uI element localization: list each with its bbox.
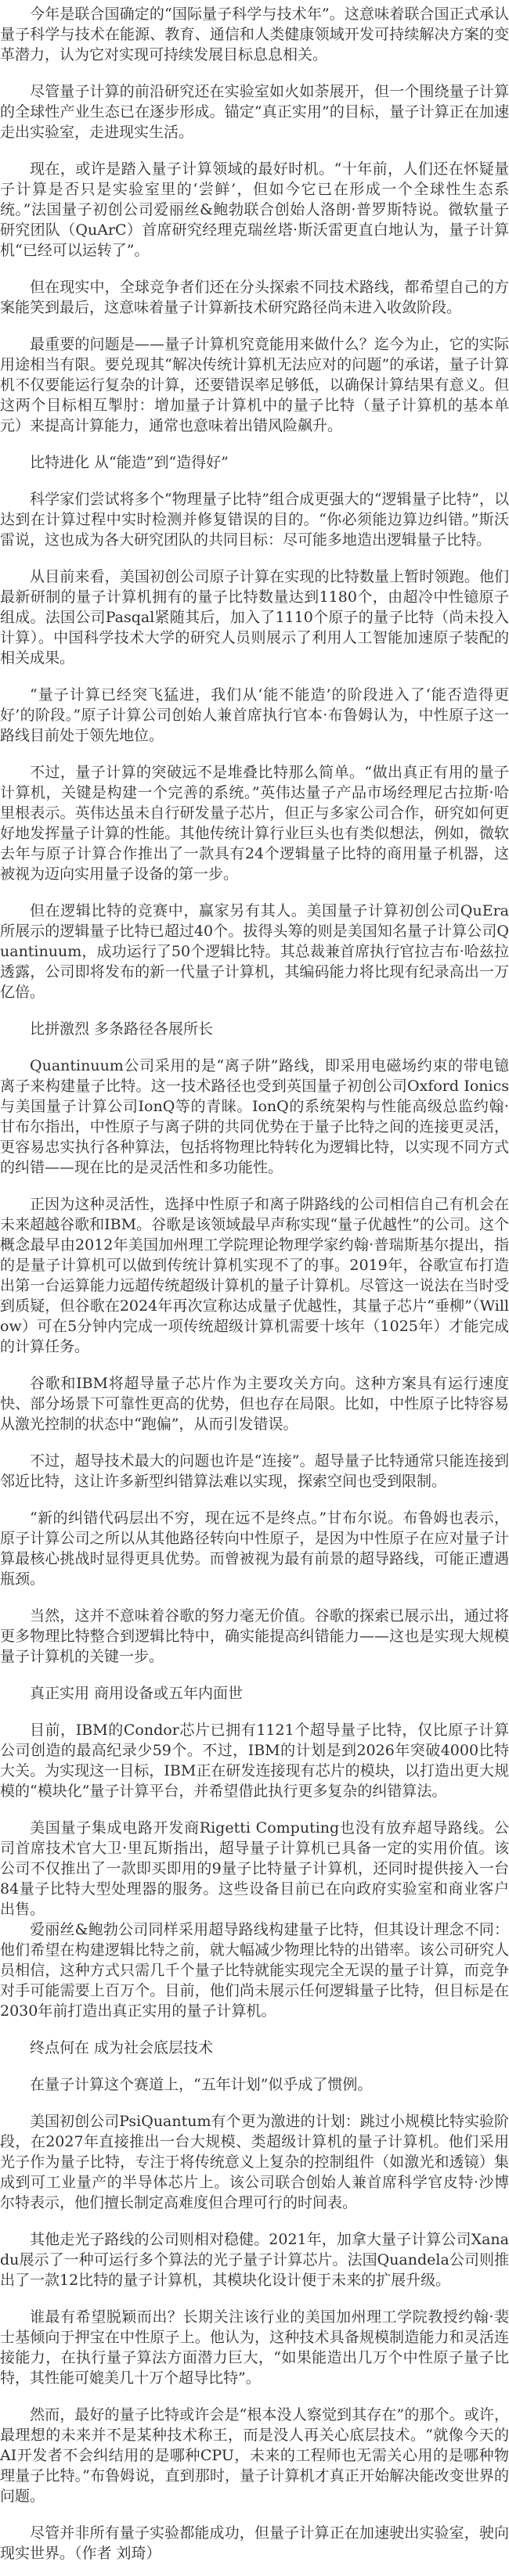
section-heading: 终点何在 成为社会底层技术 [30,2039,214,2056]
paragraph: 不过，量子计算的突破远不是堆叠比特那么简单。“做出真正有用的量子计算机，关键是构建一个完善的系统。”英伟达量子产品市场经理尼古拉斯·哈里根表示。英伟达虽未自行研发量子芯片，但正与多家公司合作，研究如何更好地发挥量子计算的性能。其他传统计算行业巨头也有类似想法，例如，微软去年与原子计算合作推出了一款具有24个逻辑量子比特的商用量子机器，这被视为迈向实用量子设备的第一步。 [0,764,509,883]
paragraph: 其他走光子路线的公司则相对稳健。2021年，加拿大量子计算公司Xanadu展示了一种可运行多个算法的光子量子计算芯片。法国Quandela公司则推出了一款12比特的量子计算机，其模块化设计便于未来的扩展升级。 [0,2231,509,2289]
paragraph: 在量子计算这个赛道上，“五年计划”似乎成了惯例。 [30,2076,373,2093]
paragraph: 从目前来看，美国初创公司原子计算在实现的比特数量上暂时领跑。他们最新研制的量子计算机拥有的量子比特数量达到1180个，由超冷中性镱原子组成。法国公司Pasqal紧随其后，加入了1110个原子的量子比特（尚未投入计算）。中国科学技术大学的研究人员则展示了利用人工智能加速原子装配的相关成果。 [0,568,509,667]
paragraph: 尽管并非所有量子实验都能成功，但量子计算正在加速驶出实验室，驶向现实世界。（作者 刘琦） [0,2524,509,2562]
paragraph: 现在，或许是踏入量子计算领域的最好时机。“十年前，人们还在怀疑量子计算是否只是实验室里的‘尝鲜’，但如今它已在形成一个全球性生态系统。”法国量子初创公司爱丽丝&鲍勃联合创始人洛朗·普罗斯特说。微软量子研究团队（QuArC）首席研究经理克瑞丝塔·斯沃雷更直白地认为，量子计算机“已经可以运转了”。 [0,160,509,259]
section-heading: 真正实用 商用设备或五年内面世 [30,1685,244,1702]
paragraph: 谷歌和IBM将超导量子芯片作为主要攻关方向。这种方案具有运行速度快、部分场景下可靠性更高的优势，但也存在局限。比如，中性原子比特容易从激光控制的状态中“跑偏”，从而引发错误。 [0,1375,509,1433]
paragraph: 然而，最好的量子比特或许会是“根本没人察觉到其存在”的那个。或许，最理想的未来并不是某种技术称王，而是没人再关心底层技术。“就像今天的AI开发者不会纠结用的是哪种CPU，未来的工程师也无需关心用的是哪种物理量子比特。”布鲁姆说，直到那时，量子计算机才真正开始解决能改变世界的问题。 [0,2406,509,2505]
section-heading: 比特进化 从“能造”到“造得好” [30,454,229,471]
paragraph: 最重要的问题是——量子计算机究竟能用来做什么？迄今为止，它的实际用途相当有限。要兑现其“解决传统计算机无法应对的问题”的承诺，量子计算机不仅要能运行复杂的计算，还要错误率足够低，以确保计算结果有意义。但这两个目标相互掣肘：增加量子计算机中的量子比特（量子计算机的基本单元）来提高计算能力，通常也意味着出错风险飙升。 [0,336,509,434]
paragraph: 谁最有希望脱颖而出？长期关注该行业的美国加州理工学院教授约翰·裴士基倾向于押宝在中性原子上。他认为，这种技术具备规模制造能力和灵活连接能力，在执行量子算法方面潜力巨大，“如果能造出几万个中性原子量子比特，其性能可媲美几十万个超导比特”。 [0,2308,509,2387]
paragraph: 但在现实中，全球竞争者们还在分头探索不同技术路线，都希望自己的方案能笑到最后，这意味着量子计算新技术研究路径尚未进入收敛阶段。 [0,279,509,316]
section-heading: 比拼激烈 多条路径各展所长 [30,1020,214,1038]
paragraph: 爱丽丝&鲍勃公司同样采用超导路线构建量子比特，但其设计理念不同：他们希望在构建逻辑比特之前，就大幅减少物理比特的出错率。该公司研究人员相信，这种方式只需几千个量子比特就能实现完全无误的量子计算，而竞争对手可能需要上百万个。目前，他们尚未展示任何逻辑量子比特，但目标是在2030年前打造出真正实用的量子计算机。 [0,1921,509,2020]
paragraph: 科学家们尝试将多个“物理量子比特”组合成更强大的“逻辑量子比特”，以达到在计算过程中实时检测并修复错误的目的。“你必须能边算边纠错。”斯沃雷说，这也成为各大研究团队的共同目标：尽可能多地造出逻辑量子比特。 [0,491,509,549]
paragraph: 但在逻辑比特的竞赛中，赢家另有其人。美国量子计算初创公司QuEra所展示的逻辑量子比特已超过40个。拔得头筹的则是美国知名量子计算公司Quantinuum，成功运行了50个逻辑比特。其总裁兼首席执行官拉吉布·哈兹拉透露，公司即将发布的新一代量子计算机，其编码能力将比现有纪录高出一万亿倍。 [0,902,509,1001]
paragraph: 当然，这并不意味着谷歌的努力毫无价值。谷歌的探索已展示出，通过将更多物理比特整合到逻辑比特中，确实能提高纠错能力——这也是实现大规模量子计算机的关键一步。 [0,1607,509,1665]
paragraph: Quantinuum公司采用的是“离子阱”路线，即采用电磁场约束的带电镱离子来构建量子比特。这一技术路径也受到英国量子初创公司Oxford Ionics与美国量子计算公司IonQ等的青睐。IonQ的系统架构与性能高级总监约翰·甘布尔指出，中性原子与离子阱的共同优势在于量子比特之间的连接更灵活，更容易忠实执行各种算法，包括将物理比特转化为逻辑比特，以实现不同方式的纠错——现在比的是灵活性和多功能性。 [0,1057,509,1176]
paragraph: 美国初创公司PsiQuantum有个更为激进的计划：跳过小规模比特实验阶段，在2027年直接推出一台大规模、类超级计算机的量子计算机。他们采用光子作为量子比特，专注于将传统意义上复杂的控制组件（如激光和透镜）集成到可工业量产的半导体芯片上。该公司联合创始人兼首席科学官皮特·沙博尔特表示，他们擅长制定高难度但合理可行的时间表。 [0,2113,509,2211]
paragraph: 美国量子集成电路开发商Rigetti Computing也没有放弃超导路线。公司首席技术官大卫·里瓦斯指出，超导量子计算机已具备一定的实用价值。该公司不仅推出了一款即买即用的9量子比特量子计算机，还同时提供接入一台84量子比特大型处理器的服务。这些设备目前已在向政府实验室和商业客户出售。 [0,1819,509,1918]
paragraph: “量子计算已经突飞猛进，我们从‘能不能造’的阶段进入了‘能否造得更好’的阶段。”原子计算公司创始人兼首席执行官本·布鲁姆认为，中性原子这一路线目前处于领先地位。 [0,686,509,744]
paragraph: “新的纠错代码层出不穷，现在远不是终点。”甘布尔说。布鲁姆也表示，原子计算公司之所以从其他路径转向中性原子，是因为中性原子在应对量子计算最核心挑战时显得更具优势。而曾被视为最有前景的超导路线，可能正遭遇瓶颈。 [0,1509,509,1588]
paragraph: 正因为这种灵活性，选择中性原子和离子阱路线的公司相信自己有机会在未来超越谷歌和IBM。谷歌是该领域最早声称实现“量子优越性”的公司。这个概念最早由2012年美国加州理工学院理论物理学家约翰·普瑞斯基尔提出，指的是量子计算机可以做到传统计算机实现不了的事。2019年，谷歌宣布打造出第一台运算能力远超传统超级计算机的量子计算机。尽管这一说法在当时受到质疑，但谷歌在2024年再次宣称达成量子优越性，其量子芯片“垂柳”（Willow）可在5分钟内完成一项传统超级计算机需要十垓年（1025年）才能完成的计算任务。 [0,1196,509,1355]
paragraph: 目前，IBM的Condor芯片已拥有1121个超导量子比特，仅比原子计算公司创造的最高纪录少59个。不过，IBM的计划是到2026年突破4000比特大关。为实现这一目标，IBM正在研发连接现有芯片的模块，以打造出更大规模的“模块化”量子计算平台，并希望借此执行更多复杂的纠错算法。 [0,1722,509,1800]
paragraph: 不过，超导技术最大的问题也许是“连接”。超导量子比特通常只能连接到邻近比特，这让许多新型纠错算法难以实现，探索空间也受到限制。 [0,1452,509,1490]
paragraph: 尽管量子计算的前沿研究还在实验室如火如荼展开，但一个围绕量子计算的全球性产业生态已在逐步形成。锚定“真正实用”的目标，量子计算正在加速走出实验室，走进现实生活。 [0,83,509,141]
paragraph: 今年是联合国确定的“国际量子科学与技术年”。这意味着联合国正式承认量子科学与技术在能源、教育、通信和人类健康领域开发可持续解决方案的变革潜力，认为它对实现可持续发展目标息息相关。 [0,5,509,63]
